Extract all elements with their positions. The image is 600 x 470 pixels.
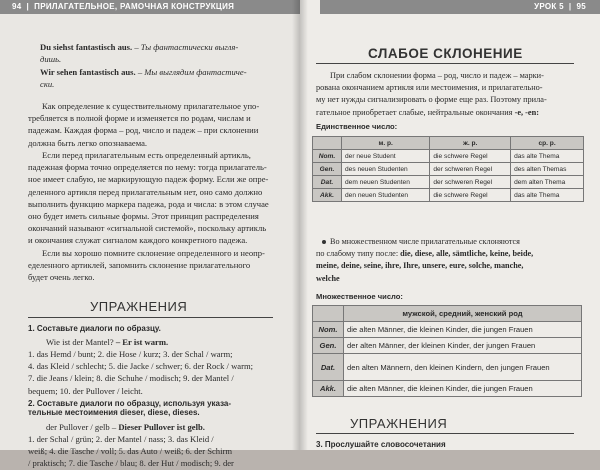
exercises-heading: УПРАЖНЕНИЯ xyxy=(350,416,448,431)
table-header-row xyxy=(313,137,584,150)
plural-note xyxy=(316,236,534,285)
table-cell: die alten Männer, die kleinen Kinder, die jungen Frauen xyxy=(344,381,582,397)
case-label: Akk. xyxy=(313,381,344,397)
paragraph-line: Если вы хорошо помните склонение определенного и неопр- xyxy=(42,248,265,258)
heading-rule xyxy=(28,317,273,318)
note-text: по слабому типу после: xyxy=(316,249,399,259)
case-label: Dat. xyxy=(313,354,344,381)
paragraph-line: рована окончанием артикля или местоимения, и прилагательно- xyxy=(316,83,543,93)
table-row xyxy=(313,189,584,202)
task-2-title xyxy=(28,399,231,417)
right-running-header: УРОК 5 | 95 xyxy=(320,0,600,14)
example-1-russian-cont: дишь. xyxy=(40,54,62,64)
task-2-title-line: 2. Составьте диалоги по образцу, используя указа- xyxy=(28,399,232,408)
table-cell: der neue Student xyxy=(342,150,430,163)
right-page-number: 95 xyxy=(576,2,586,11)
table-cell: des alten Themas xyxy=(511,163,584,176)
table-cell: den neuen Studenten xyxy=(342,189,430,202)
paragraph-line: и окончания служат сигналом каждого конкретного падежа. xyxy=(28,235,248,246)
paragraph-line: му нет нужды сигнализировать о форме еще раз. Поэтому прила- xyxy=(316,95,547,105)
task-line: weiß; 4. die Tasche / voll; 5. das Auto / weiß; 6. der Schirm xyxy=(28,446,233,457)
singular-label: Единственное число: xyxy=(316,122,398,131)
paragraph-line: будет очень легко. xyxy=(28,272,95,283)
task-line: bequem; 10. der Pullover / leicht. xyxy=(28,385,143,396)
paragraph-line: деленного артикля перед прилагательным нет, оно само должно xyxy=(28,186,263,197)
table-cell: der alten Männer, der kleinen Kinder, der jungen Frauen xyxy=(344,338,582,354)
task-1-model xyxy=(46,336,168,348)
table-cell: dem alten Thema xyxy=(511,176,584,189)
example-1-russian: – Ты фантастически выгля- xyxy=(134,42,239,52)
note-words: die, diese, alle, sämtliche, keine, beide, xyxy=(400,249,534,259)
book-gutter xyxy=(292,0,308,450)
example-2-russian: – Мы выглядим фантастиче- xyxy=(137,67,247,77)
task-3-title: 3. Прослушайте словосочетания xyxy=(316,440,446,449)
intro-last-line: гательное приобретает слабые, нейтральные окончания xyxy=(316,107,513,117)
example-1 xyxy=(40,41,238,53)
task-1-model-answer: – Er ist warm. xyxy=(115,337,169,347)
example-2-russian-cont: ски. xyxy=(40,79,55,89)
paragraph-1 xyxy=(28,100,259,149)
paragraph-line xyxy=(316,107,547,119)
table-header-cell: мужской, средний, женский род xyxy=(344,306,582,322)
heading-rule xyxy=(316,433,574,434)
table-cell: das alte Thema xyxy=(511,150,584,163)
task-1-items xyxy=(28,348,253,397)
note-line xyxy=(322,236,533,248)
note-text: Во множественном числе прилагательные склоняются xyxy=(330,237,520,246)
table-header-cell xyxy=(313,306,344,322)
table-row xyxy=(313,163,584,176)
table-cell: das alte Thema xyxy=(511,189,584,202)
task-line: 7. die Jeans / klein; 8. die Schuhe / modisch; 9. der Mantel / xyxy=(28,373,234,384)
paragraph-line: При слабом склонении форма – род, число и падеж – марки- xyxy=(330,71,544,80)
paragraph-line: окончаний называют «сигнальной системой», поскольку артикль xyxy=(28,223,267,234)
case-label: Gen. xyxy=(313,338,344,354)
table-cell: den alten Männern, den kleinen Kindern, den jungen Frauen xyxy=(344,354,582,381)
case-label: Nom. xyxy=(313,322,344,338)
paragraph-line: должна быть легко опознаваема. xyxy=(28,137,148,148)
table-cell: der schweren Regel xyxy=(430,163,511,176)
paragraph-3 xyxy=(28,247,265,284)
task-2-model-question: der Pullover / gelb – xyxy=(46,422,117,432)
paragraph-line: оно будет иметь сильные формы. Этот принцип распределения xyxy=(28,211,259,222)
task-line: 1. das Hemd / bunt; 2. die Hose / kurz; 3. der Schal / warm; xyxy=(28,349,233,359)
note-words: meine, deine, seine, ihre, Ihre, unsere, eure, solche, manche, xyxy=(316,261,524,271)
paragraph-line: выполнить функцию маркера падежа, рода и числа: в этом случае xyxy=(28,198,269,209)
paragraph-line: падежам. Каждая форма – род, число и падеж – при склонении xyxy=(28,125,259,136)
paragraph-line: Если перед прилагательным есть определенный артикль, xyxy=(42,150,251,160)
task-2-title-line: тельные местоимения dieser, diese, dieses. xyxy=(28,408,200,417)
paragraph-line: падежная форма точно определяется по нему: тогда прилагатель- xyxy=(28,162,267,173)
task-1-model-question: Wie ist der Mantel? xyxy=(46,337,114,347)
table-row xyxy=(313,338,582,354)
table-cell: die schwere Regel xyxy=(430,150,511,163)
right-header-title: УРОК 5 xyxy=(534,2,564,11)
left-running-header: 94 | ПРИЛАГАТЕЛЬНОЕ, РАМОЧНАЯ КОНСТРУКЦИЯ xyxy=(0,0,304,14)
note-line xyxy=(316,248,533,260)
task-2-model xyxy=(46,421,205,433)
table-cell: die schwere Regel xyxy=(430,189,511,202)
note-words: welche xyxy=(316,273,340,283)
task-2-model-answer: Dieser Pullover ist gelb. xyxy=(118,422,205,432)
task-2-items xyxy=(28,433,234,470)
table-header-cell xyxy=(313,137,342,150)
title-rule xyxy=(316,63,574,64)
table-row xyxy=(313,322,582,338)
bullet-icon xyxy=(322,240,326,244)
case-label: Nom. xyxy=(313,150,342,163)
task-line: / praktisch; 7. die Tasche / blau; 8. der Hut / modisch; 9. der xyxy=(28,458,234,469)
paragraph-line: требляется в полной форме и изменяется по родам, числам и xyxy=(28,113,251,124)
paragraph-line: Как определение к существительному прилагательное упо- xyxy=(42,101,260,111)
paragraph-2 xyxy=(28,149,269,247)
table-row xyxy=(313,176,584,189)
table-header-cell: ср. р. xyxy=(511,137,584,150)
exercises-heading: УПРАЖНЕНИЯ xyxy=(90,299,188,314)
task-1-title: 1. Составьте диалоги по образцу. xyxy=(28,324,161,333)
table-header-row xyxy=(313,306,582,322)
table-row xyxy=(313,150,584,163)
case-label: Akk. xyxy=(313,189,342,202)
task-line: 4. das Kleid / schlecht; 5. die Jacke / schwer; 6. der Rock / warm; xyxy=(28,361,254,372)
left-page xyxy=(0,0,300,469)
plural-label: Множественное число: xyxy=(316,292,403,301)
intro-paragraph xyxy=(316,70,547,119)
plural-table xyxy=(312,305,582,397)
example-2 xyxy=(40,66,247,78)
example-2-german: Wir sehen fantastisch aus. xyxy=(40,67,136,77)
paragraph-line: ное имеет слабую, не маркирующую падеж форму. Если же опре- xyxy=(28,174,269,185)
intro-endings: -e, -en: xyxy=(514,107,539,117)
task-line: 1. der Schal / grün; 2. der Mantel / nass; 3. das Kleid / xyxy=(28,434,214,444)
table-cell: der schweren Regel xyxy=(430,176,511,189)
table-cell: dem neuen Studenten xyxy=(342,176,430,189)
left-header-title: ПРИЛАГАТЕЛЬНОЕ, РАМОЧНАЯ КОНСТРУКЦИЯ xyxy=(34,2,235,11)
example-1-german: Du siehst fantastisch aus. xyxy=(40,42,133,52)
table-header-cell: ж. р. xyxy=(430,137,511,150)
right-page xyxy=(300,0,600,450)
table-row xyxy=(313,381,582,397)
paragraph-line: еделенного артиклей, запомнить склонение прилагательного xyxy=(28,260,251,271)
case-label: Dat. xyxy=(313,176,342,189)
table-row xyxy=(313,354,582,381)
left-page-number: 94 xyxy=(12,2,22,11)
table-cell: des neuen Studenten xyxy=(342,163,430,176)
case-label: Gen. xyxy=(313,163,342,176)
singular-table xyxy=(312,136,584,202)
table-header-cell: м. р. xyxy=(342,137,430,150)
section-title: СЛАБОЕ СКЛОНЕНИЕ xyxy=(368,46,523,61)
table-cell: die alten Männer, die kleinen Kinder, die jungen Frauen xyxy=(344,322,582,338)
